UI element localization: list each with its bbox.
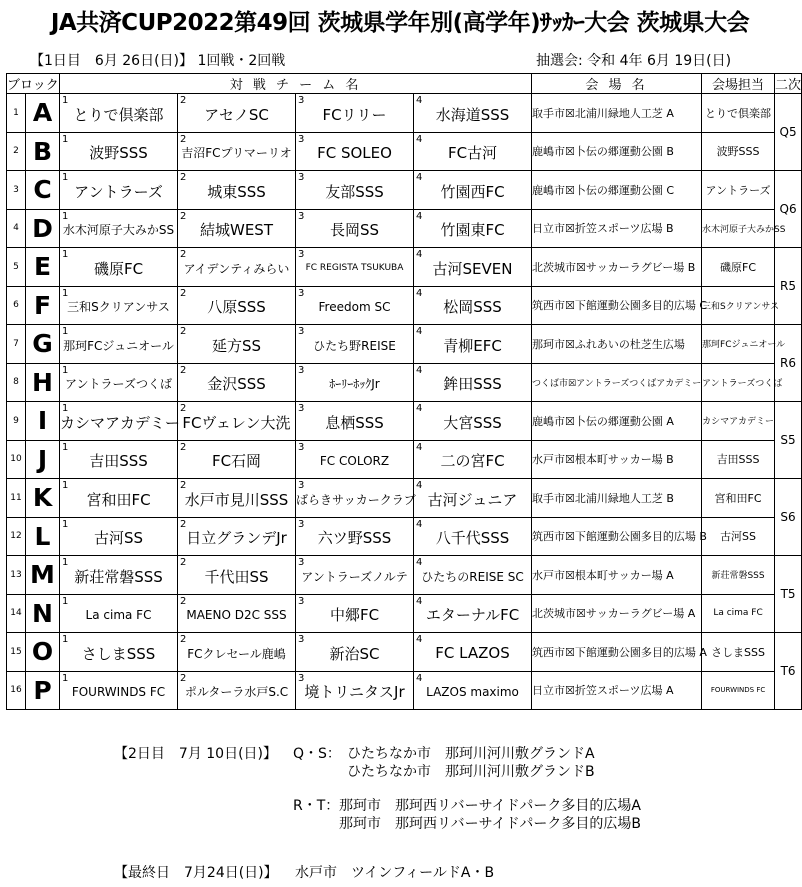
row-number: 11: [7, 479, 26, 518]
table-row: [7, 671, 802, 710]
team-cell: [296, 248, 414, 287]
team-slot-number: 4: [416, 634, 423, 645]
second-round-slot: T6: [775, 633, 802, 710]
block-letter: O: [26, 633, 60, 672]
team-cell: [178, 479, 296, 518]
table-row: [7, 132, 802, 171]
table-row: [7, 363, 802, 402]
row-number: 15: [7, 633, 26, 672]
team-slot-number: 4: [416, 441, 423, 453]
venue-name: 那珂市☒ふれあいの杜芝生広場: [532, 325, 702, 364]
team-name: FC LAZOS: [435, 644, 510, 663]
team-cell: [296, 440, 414, 479]
team-slot-number: 1: [62, 441, 69, 453]
team-slot-number: 4: [416, 133, 423, 145]
table-row: [7, 440, 802, 479]
team-cell: [178, 556, 296, 595]
venue-staff: アントラーズつくば: [702, 363, 775, 402]
row-number: 6: [7, 286, 26, 325]
team-slot-number: 4: [416, 557, 423, 568]
team-cell: [178, 286, 296, 325]
rt-venue-b: 那珂市 那珂西リバーサイドパーク多目的広場B: [339, 816, 641, 832]
row-number: 4: [7, 209, 26, 248]
venue-staff: 三和Sクリアンサス: [702, 286, 775, 325]
venue-name: 鹿嶋市☒卜伝の郷運動公園 A: [532, 402, 702, 441]
team-cell: [296, 556, 414, 595]
venue-name: 北茨城市☒サッカーラグビー場 B: [532, 248, 702, 287]
team-cell: [60, 479, 178, 518]
venue-staff: さしまSSS: [702, 633, 775, 672]
table-row: [7, 594, 802, 633]
row-number: 10: [7, 440, 26, 479]
team-name: ポルターラ水戸S.C: [184, 685, 289, 700]
qs-venue-b: ひたちなか市 那珂川河川敷グランドB: [347, 764, 595, 780]
team-name: とりで倶楽部: [73, 105, 164, 124]
team-name: エターナルFC: [425, 606, 520, 625]
team-name: 松岡SSS: [443, 298, 502, 317]
team-slot-number: 2: [180, 480, 187, 491]
team-slot-number: 2: [180, 95, 187, 106]
team-name: アントラーズノルテ: [301, 569, 408, 584]
block-letter: M: [26, 556, 60, 595]
team-slot-number: 4: [416, 595, 423, 607]
block-letter: B: [26, 132, 60, 171]
team-cell: [60, 209, 178, 248]
block-letter: K: [26, 479, 60, 518]
team-cell: [60, 671, 178, 710]
venue-name: 水戸市☒根本町サッカー場 A: [532, 556, 702, 595]
team-slot-number: 4: [416, 518, 423, 530]
team-slot-number: 1: [62, 210, 69, 222]
team-cell: [296, 517, 414, 556]
team-slot-number: 2: [180, 441, 187, 453]
team-name: 磯原FC: [93, 259, 144, 278]
team-slot-number: 1: [62, 480, 69, 491]
venue-name: 筑西市☒下館運動公園多目的広場 B: [532, 517, 702, 556]
team-name: 吉田SSS: [89, 452, 148, 471]
team-cell: [60, 248, 178, 287]
venue-name: 鹿嶋市☒卜伝の郷運動公園 C: [532, 171, 702, 210]
block-letter: A: [26, 94, 60, 133]
team-name: LAZOS maximo: [426, 684, 519, 699]
table-row: [7, 248, 802, 287]
team-slot-number: 1: [62, 595, 69, 607]
team-cell: [60, 440, 178, 479]
team-cell: [414, 94, 532, 133]
team-cell: [414, 209, 532, 248]
team-slot-number: 3: [298, 595, 305, 607]
row-number: 5: [7, 248, 26, 287]
second-round-slot: R5: [775, 248, 802, 325]
team-name: 長岡SS: [329, 221, 380, 240]
table-row: [7, 171, 802, 210]
team-name: Freedom SC: [318, 299, 391, 314]
row-number: 2: [7, 132, 26, 171]
venue-staff: アントラーズ: [702, 171, 775, 210]
table-row: [7, 556, 802, 595]
team-name: 水海道SSS: [435, 105, 510, 124]
team-slot-number: 1: [62, 172, 69, 183]
block-letter: L: [26, 517, 60, 556]
team-name: 延方SS: [211, 336, 262, 355]
block-letter: H: [26, 363, 60, 402]
team-slot-number: 2: [180, 172, 187, 183]
team-cell: [178, 94, 296, 133]
team-slot-number: 2: [180, 634, 187, 645]
venue-staff: カシマアカデミー: [702, 402, 775, 441]
venue-staff: 磯原FC: [702, 248, 775, 287]
team-slot-number: 2: [180, 287, 187, 299]
team-slot-number: 1: [62, 133, 69, 145]
team-cell: [296, 171, 414, 210]
team-name: 金沢SSS: [207, 375, 266, 394]
team-cell: [60, 325, 178, 364]
team-cell: [296, 594, 414, 633]
team-slot-number: 4: [416, 403, 423, 414]
final-day-schedule: 【最終日 7月24日(日)】: [114, 865, 278, 881]
team-cell: [296, 325, 414, 364]
team-slot-number: 4: [416, 672, 423, 684]
team-cell: [414, 171, 532, 210]
block-letter: I: [26, 402, 60, 441]
team-name: アイデンティみらい: [183, 261, 290, 276]
team-cell: [60, 171, 178, 210]
team-name: FCヴェレン大洗: [182, 413, 291, 432]
team-name: カシマアカデミー: [60, 413, 180, 432]
team-cell: [414, 132, 532, 171]
team-cell: [178, 248, 296, 287]
row-number: 8: [7, 363, 26, 402]
venue-name: 取手市☒北浦川緑地人工芝 B: [532, 479, 702, 518]
team-name: 宮和田FC: [86, 490, 151, 509]
team-cell: [296, 402, 414, 441]
team-name: 古河SS: [93, 529, 144, 548]
venue-name: 北茨城市☒サッカーラグビー場 A: [532, 594, 702, 633]
team-cell: [296, 209, 414, 248]
team-name: 竹園西FC: [440, 182, 505, 201]
venue-staff: FOURWINDS FC: [702, 671, 775, 710]
second-round-slot: R6: [775, 325, 802, 402]
team-slot-number: 3: [298, 672, 305, 684]
team-slot-number: 2: [180, 326, 187, 337]
team-slot-number: 3: [298, 557, 305, 568]
team-slot-number: 4: [416, 210, 423, 222]
rt-label: R・T：: [293, 798, 340, 814]
venue-name: 日立市☒折笠スポーツ広場 B: [532, 209, 702, 248]
rt-venue-a: 那珂市 那珂西リバーサイドパーク多目的広場A: [339, 798, 641, 814]
team-name: 竹園東FC: [440, 221, 505, 240]
team-cell: [414, 363, 532, 402]
team-name: ひたち野REISE: [313, 338, 396, 353]
team-name: 鉾田SSS: [443, 375, 502, 394]
team-name: 中郷FC: [329, 606, 380, 625]
team-cell: [178, 363, 296, 402]
team-name: FCリリー: [322, 105, 387, 124]
team-name: 三和Sクリアンサス: [67, 300, 170, 315]
team-slot-number: 1: [62, 518, 69, 530]
team-name: FC古河: [447, 144, 498, 163]
team-name: 波野SSS: [89, 144, 148, 163]
team-name: ひたちのREISE SC: [421, 569, 524, 584]
team-cell: [178, 440, 296, 479]
team-name: アセノSC: [204, 105, 269, 124]
table-row: [7, 209, 802, 248]
row-number: 14: [7, 594, 26, 633]
team-slot-number: 4: [416, 364, 423, 376]
final-venue: 水戸市 ツインフィールドA・B: [295, 865, 495, 881]
block-letter: P: [26, 671, 60, 710]
day1-schedule: 【1日目 6月 26日(日)】 1回戦・2回戦: [30, 53, 286, 69]
team-name: MAENO D2C SSS: [186, 607, 287, 622]
team-name: 青柳EFC: [443, 336, 502, 355]
team-name: ﾎｰﾘｰﾎｯｸJr: [329, 377, 380, 392]
team-slot-number: 3: [298, 133, 305, 145]
team-cell: [414, 633, 532, 672]
team-cell: [60, 594, 178, 633]
venue-name: 水戸市☒根本町サッカー場 B: [532, 440, 702, 479]
second-round-slot: S6: [775, 479, 802, 556]
team-slot-number: 1: [62, 634, 69, 645]
team-name: 新荘常磐SSS: [74, 567, 163, 586]
team-slot-number: 3: [298, 249, 305, 260]
team-slot-number: 3: [298, 172, 305, 183]
team-slot-number: 1: [62, 364, 69, 376]
team-slot-number: 2: [180, 249, 187, 260]
team-cell: [414, 479, 532, 518]
block-letter: N: [26, 594, 60, 633]
block-letter: D: [26, 209, 60, 248]
team-name: アントラーズつくば: [65, 377, 172, 392]
team-cell: [414, 325, 532, 364]
team-cell: [296, 479, 414, 518]
team-slot-number: 2: [180, 403, 187, 414]
team-name: 水木河原子大みかSS: [62, 223, 175, 238]
team-slot-number: 3: [298, 364, 305, 376]
venue-staff: La cima FC: [702, 594, 775, 633]
team-name: 古河SEVEN: [432, 259, 513, 278]
venue-name: 鹿嶋市☒卜伝の郷運動公園 B: [532, 132, 702, 171]
team-name: ばらきサッカークラブ: [296, 492, 416, 507]
team-cell: [414, 402, 532, 441]
team-cell: [178, 209, 296, 248]
team-cell: [296, 132, 414, 171]
second-round-slot: Q6: [775, 171, 802, 248]
team-slot-number: 3: [298, 518, 305, 530]
team-cell: [296, 94, 414, 133]
lottery-date: 抽選会: 令和 4年 6月 19日(日): [536, 53, 732, 69]
team-cell: [414, 517, 532, 556]
venue-staff: 吉田SSS: [702, 440, 775, 479]
block-letter: F: [26, 286, 60, 325]
team-name: 二の宮FC: [440, 452, 505, 471]
team-name: さしまSSS: [81, 644, 156, 663]
venue-name: つくば市☒アントラーズつくばアカデミー: [532, 363, 702, 402]
venue-staff: 那珂FCジュニオール: [702, 325, 775, 364]
venue-name: 取手市☒北浦川緑地人工芝 A: [532, 94, 702, 133]
team-slot-number: 4: [416, 287, 423, 299]
team-name: FC SOLEO: [317, 143, 392, 162]
team-cell: [60, 556, 178, 595]
team-slot-number: 1: [62, 403, 69, 414]
team-slot-number: 3: [298, 210, 305, 222]
team-slot-number: 3: [298, 403, 305, 414]
second-round-slot: S5: [775, 402, 802, 479]
team-slot-number: 1: [62, 326, 69, 337]
team-name: 六ツ野SSS: [317, 529, 392, 548]
team-cell: [414, 248, 532, 287]
team-cell: [60, 633, 178, 672]
team-slot-number: 2: [180, 672, 187, 684]
team-slot-number: 4: [416, 172, 423, 183]
team-slot-number: 3: [298, 326, 305, 337]
team-slot-number: 4: [416, 95, 423, 106]
team-name: 城東SSS: [207, 182, 266, 201]
row-number: 7: [7, 325, 26, 364]
team-slot-number: 4: [416, 480, 423, 491]
row-number: 13: [7, 556, 26, 595]
second-round-slot: Q5: [775, 94, 802, 171]
row-number: 12: [7, 517, 26, 556]
team-slot-number: 1: [62, 287, 69, 299]
header-teams: 対 戦 チ ー ム 名: [60, 74, 532, 94]
team-cell: [296, 633, 414, 672]
team-name: 水戸市見川SSS: [184, 490, 289, 509]
team-slot-number: 4: [416, 249, 423, 260]
team-cell: [414, 594, 532, 633]
team-slot-number: 1: [62, 249, 69, 260]
team-slot-number: 2: [180, 518, 187, 530]
team-name: 日立グランデJr: [186, 529, 287, 548]
team-slot-number: 2: [180, 364, 187, 376]
team-cell: [178, 517, 296, 556]
team-name: 大宮SSS: [443, 413, 502, 432]
venue-staff: 波野SSS: [702, 132, 775, 171]
header-second-round: 二次: [775, 74, 802, 94]
team-name: 古河ジュニア: [427, 490, 518, 509]
team-cell: [60, 94, 178, 133]
venue-staff: 水木河原子大みかSS: [702, 209, 775, 248]
header-venue: 会 場 名: [532, 74, 702, 94]
team-name: アントラーズ: [74, 182, 163, 201]
team-cell: [414, 286, 532, 325]
table-row: [7, 286, 802, 325]
row-number: 16: [7, 671, 26, 710]
venue-name: 筑西市☒下館運動公園多目的広場 A: [532, 633, 702, 672]
team-cell: [296, 671, 414, 710]
table-row: [7, 94, 802, 133]
team-cell: [60, 132, 178, 171]
team-name: 八千代SSS: [435, 529, 510, 548]
team-name: 結城WEST: [200, 221, 273, 240]
row-number: 1: [7, 94, 26, 133]
team-name: 千代田SS: [204, 567, 269, 586]
row-number: 3: [7, 171, 26, 210]
team-cell: [178, 594, 296, 633]
team-name: 友部SSS: [325, 182, 384, 201]
team-cell: [178, 671, 296, 710]
team-slot-number: 3: [298, 95, 305, 106]
venue-staff: 古河SS: [702, 517, 775, 556]
team-slot-number: 3: [298, 287, 305, 299]
team-name: 吉沼FCプリマーリオ: [181, 146, 292, 161]
table-row: [7, 402, 802, 441]
team-cell: [60, 402, 178, 441]
team-cell: [296, 363, 414, 402]
team-slot-number: 2: [180, 557, 187, 568]
venue-staff: 新荘常磐SSS: [702, 556, 775, 595]
team-cell: [178, 402, 296, 441]
team-cell: [178, 633, 296, 672]
qs-label: Q・S：: [293, 746, 341, 762]
table-row: [7, 633, 802, 672]
team-cell: [414, 556, 532, 595]
team-slot-number: 3: [298, 480, 305, 491]
team-name: 那珂FCジュニオール: [63, 338, 174, 353]
venue-name: 筑西市☒下館運動公園多目的広場 C: [532, 286, 702, 325]
team-name: FC COLORZ: [319, 453, 390, 468]
team-slot-number: 2: [180, 133, 187, 145]
team-cell: [414, 440, 532, 479]
team-name: FC REGISTA TSUKUBA: [305, 263, 404, 274]
team-cell: [178, 171, 296, 210]
team-cell: [178, 132, 296, 171]
team-slot-number: 3: [298, 441, 305, 453]
row-number: 9: [7, 402, 26, 441]
team-name: FCクレセール鹿嶋: [187, 646, 286, 661]
qs-venue-a: ひたちなか市 那珂川河川敷グランドA: [347, 746, 595, 762]
team-name: FOURWINDS FC: [71, 684, 166, 699]
team-slot-number: 1: [62, 95, 69, 106]
team-slot-number: 2: [180, 210, 187, 222]
day2-schedule: 【2日目 7月 10日(日)】: [114, 746, 278, 762]
page-title: JA共済CUP2022第49回 茨城県学年別(高学年)ｻｯｶｰ大会 茨城県大会: [50, 10, 750, 36]
team-name: La cima FC: [85, 607, 152, 622]
team-cell: [60, 517, 178, 556]
header-block: ブロック: [7, 74, 60, 94]
team-name: 息栖SSS: [325, 413, 384, 432]
table-row: [7, 517, 802, 556]
team-cell: [296, 286, 414, 325]
venue-staff: とりで倶楽部: [702, 94, 775, 133]
block-letter: E: [26, 248, 60, 287]
team-slot-number: 1: [62, 672, 69, 684]
team-slot-number: 3: [298, 634, 305, 645]
team-cell: [414, 671, 532, 710]
team-cell: [60, 286, 178, 325]
team-slot-number: 4: [416, 326, 423, 337]
venue-name: 日立市☒折笠スポーツ広場 A: [532, 671, 702, 710]
table-row: [7, 325, 802, 364]
team-cell: [178, 325, 296, 364]
team-slot-number: 2: [180, 595, 187, 607]
table-row: [7, 479, 802, 518]
second-round-slot: T5: [775, 556, 802, 633]
team-name: FC石岡: [211, 452, 262, 471]
team-name: 境トリニタスJr: [304, 683, 405, 702]
team-slot-number: 1: [62, 557, 69, 568]
team-name: 新治SC: [329, 644, 380, 663]
bracket-table: [6, 73, 802, 710]
block-letter: J: [26, 440, 60, 479]
team-cell: [60, 363, 178, 402]
block-letter: G: [26, 325, 60, 364]
venue-staff: 宮和田FC: [702, 479, 775, 518]
team-name: 八原SSS: [207, 298, 266, 317]
header-staff: 会場担当: [702, 74, 775, 94]
block-letter: C: [26, 171, 60, 210]
